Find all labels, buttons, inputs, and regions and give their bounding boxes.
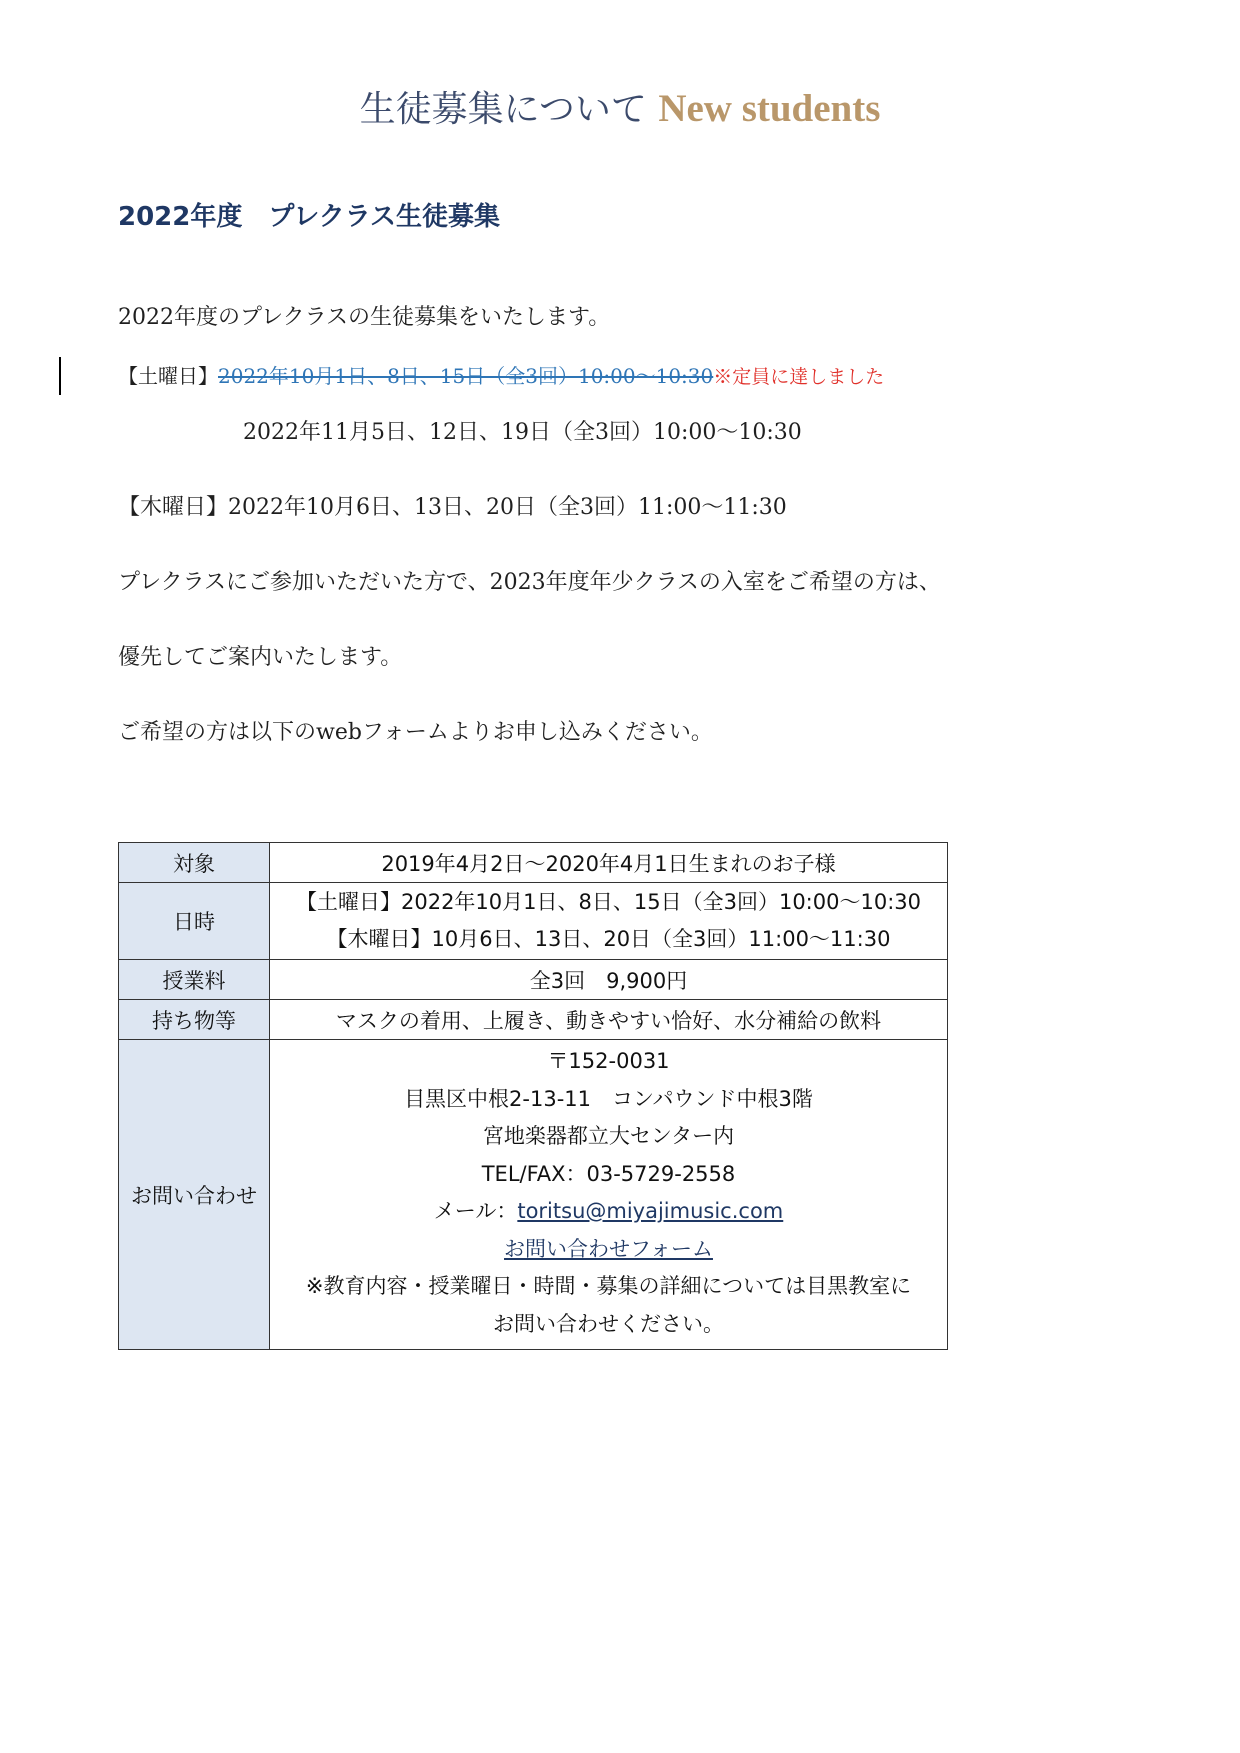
saturday-label: 【土曜日】 [118, 364, 218, 388]
contact-form-line [274, 1231, 943, 1269]
paragraph-1: プレクラスにご参加いただいた方で、2023年度年少クラスの入室をご希望の方は、 [118, 570, 941, 595]
fee-value: 全3回 9,900円 [270, 960, 948, 1000]
contact-address: 目黒区中根2-13-11 コンパウンド中根3階 [404, 1086, 813, 1111]
info-table [118, 842, 948, 1350]
table-row-datetime [119, 883, 948, 960]
thursday-schedule: 2022年10月6日、13日、20日（全3回）11:00〜11:30 [228, 495, 787, 520]
contact-note-2: お問い合わせください。 [493, 1311, 724, 1336]
contact-mail-label: メール： [433, 1199, 518, 1223]
target-label: 対象 [119, 843, 270, 883]
saturday-new-schedule: 2022年11月5日、12日、19日（全3回）10:00〜10:30 [243, 420, 802, 445]
contact-form-link[interactable]: お問い合わせフォーム [504, 1236, 713, 1261]
fee-label: 授業料 [119, 960, 270, 1000]
contact-label: お問い合わせ [119, 1040, 270, 1350]
table-row-target [119, 843, 948, 883]
contact-postal: 〒152-0031 [547, 1049, 670, 1073]
full-note: ※定員に達しました [713, 366, 885, 388]
contact-value [270, 1040, 948, 1350]
datetime-value [270, 883, 948, 960]
page-title-en: New students [658, 87, 881, 130]
items-label: 持ち物等 [119, 1000, 270, 1040]
target-value: 2019年4月2日〜2020年4月1日生まれのお子様 [270, 843, 948, 883]
items-value: マスクの着用、上履き、動きやすい恰好、水分補給の飲料 [270, 1000, 948, 1040]
table-row-contact [119, 1040, 948, 1350]
contact-tel: TEL/FAX：03-5729-2558 [481, 1161, 736, 1186]
text-cursor [59, 357, 61, 395]
datetime-thursday: 【木曜日】10月6日、13日、20日（全3回）11:00〜11:30 [326, 927, 891, 951]
saturday-old-schedule: 2022年10月1日、8日、15日（全3回）10:00〜10:30 [218, 364, 714, 388]
datetime-saturday: 【土曜日】2022年10月1日、8日、15日（全3回）10:00〜10:30 [295, 890, 921, 914]
page-title-jp: 生徒募集について [359, 89, 647, 130]
thursday-line [118, 493, 787, 523]
saturday-line [118, 361, 884, 392]
section-heading: 2022年度 プレクラス生徒募集 [118, 202, 501, 232]
table-row-fee [119, 960, 948, 1000]
contact-place: 宮地楽器都立大センター内 [482, 1124, 735, 1148]
paragraph-3: ご希望の方は以下のwebフォームよりお申し込みください。 [118, 720, 713, 745]
thursday-label: 【木曜日】 [118, 495, 229, 520]
datetime-label: 日時 [119, 883, 270, 960]
paragraph-2: 優先してご案内いたします。 [118, 645, 403, 670]
page-title [0, 84, 1240, 135]
contact-mail-line [274, 1193, 943, 1231]
intro-text: 2022年度のプレクラスの生徒募集をいたします。 [118, 305, 611, 330]
contact-note-1: ※教育内容・授業曜日・時間・募集の詳細については目黒教室に [305, 1274, 912, 1298]
table-row-items [119, 1000, 948, 1040]
contact-mail-link[interactable]: toritsu@miyajimusic.com [517, 1199, 784, 1223]
